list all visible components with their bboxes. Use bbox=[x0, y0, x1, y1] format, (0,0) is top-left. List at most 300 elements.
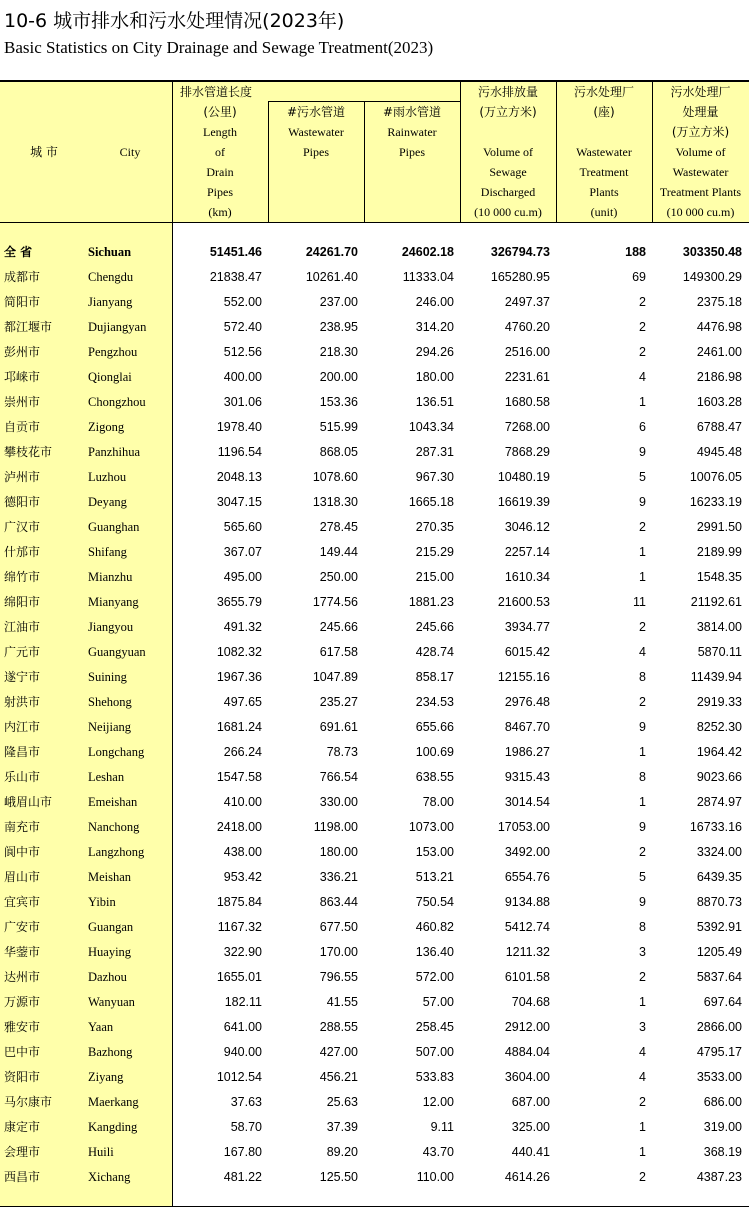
cell-treatment-plants: 2 bbox=[639, 520, 646, 534]
cell-wastewater-pipes: 868.05 bbox=[319, 445, 358, 459]
cell-volume-treated: 3533.00 bbox=[696, 1070, 742, 1084]
cell-length: 1196.54 bbox=[217, 445, 262, 459]
cell-sewage-discharged: 8467.70 bbox=[504, 720, 550, 734]
table-row bbox=[0, 965, 749, 990]
cell-volume-treated: 303350.48 bbox=[682, 245, 742, 259]
cell-rainwater-pipes: 533.83 bbox=[415, 1070, 454, 1084]
cell-rainwater-pipes: 180.00 bbox=[415, 370, 454, 384]
cell-rainwater-pipes: 215.00 bbox=[415, 570, 454, 584]
cell-wastewater-pipes: 238.95 bbox=[319, 320, 358, 334]
cell-sewage-discharged: 3934.77 bbox=[504, 620, 550, 634]
cell-volume-treated: 1205.49 bbox=[696, 945, 742, 959]
cell-wastewater-pipes: 237.00 bbox=[319, 295, 358, 309]
cell-volume-treated: 16233.19 bbox=[689, 495, 742, 509]
city-name-zh: 宜宾市 bbox=[4, 895, 41, 909]
city-name-zh: 自贡市 bbox=[4, 420, 41, 434]
cell-sewage-discharged: 1986.27 bbox=[504, 745, 550, 759]
cell-length: 565.60 bbox=[223, 520, 262, 534]
cell-rainwater-pipes: 57.00 bbox=[422, 995, 454, 1009]
header-treated-zh-3: (万立方米) bbox=[671, 125, 730, 139]
table-row bbox=[0, 990, 749, 1015]
city-name-zh: 彭州市 bbox=[4, 345, 41, 359]
city-name-en: Yaan bbox=[88, 1020, 114, 1034]
city-name-en: Dazhou bbox=[88, 970, 127, 984]
city-name-zh: 遂宁市 bbox=[4, 670, 41, 684]
cell-wastewater-pipes: 25.63 bbox=[326, 1095, 358, 1109]
header-treated-en-1: Volume of bbox=[675, 145, 726, 159]
cell-rainwater-pipes: 1043.34 bbox=[408, 420, 454, 434]
city-name-en: Shehong bbox=[88, 695, 132, 709]
cell-wastewater-pipes: 1318.30 bbox=[312, 495, 358, 509]
cell-sewage-discharged: 9315.43 bbox=[504, 770, 550, 784]
table-row bbox=[0, 1015, 749, 1040]
cell-length: 3655.79 bbox=[216, 595, 262, 609]
cell-treatment-plants: 9 bbox=[639, 445, 646, 459]
cell-rainwater-pipes: 513.21 bbox=[415, 870, 454, 884]
cell-rainwater-pipes: 750.54 bbox=[415, 895, 454, 909]
cell-sewage-discharged: 12155.16 bbox=[497, 670, 550, 684]
cell-length: 497.65 bbox=[223, 695, 262, 709]
cell-treatment-plants: 4 bbox=[639, 370, 646, 384]
cell-volume-treated: 4387.23 bbox=[696, 1170, 742, 1184]
cell-wastewater-pipes: 677.50 bbox=[319, 920, 358, 934]
cell-sewage-discharged: 440.41 bbox=[511, 1145, 550, 1159]
cell-sewage-discharged: 704.68 bbox=[511, 995, 550, 1009]
header-rain-en-1: Rainwater bbox=[387, 125, 437, 139]
city-name-en: Emeishan bbox=[88, 795, 138, 809]
table-row bbox=[0, 440, 749, 465]
cell-sewage-discharged: 326794.73 bbox=[490, 245, 550, 259]
cell-sewage-discharged: 6101.58 bbox=[504, 970, 550, 984]
cell-wastewater-pipes: 125.50 bbox=[319, 1170, 358, 1184]
cell-sewage-discharged: 2976.48 bbox=[504, 695, 550, 709]
cell-sewage-discharged: 21600.53 bbox=[497, 595, 550, 609]
cell-rainwater-pipes: 1665.18 bbox=[408, 495, 454, 509]
cell-volume-treated: 2461.00 bbox=[696, 345, 742, 359]
cell-rainwater-pipes: 153.00 bbox=[415, 845, 454, 859]
city-name-en: Huaying bbox=[88, 945, 132, 959]
city-name-zh: 泸州市 bbox=[4, 470, 41, 484]
header-length-zh: 排水管道长度 bbox=[180, 85, 253, 99]
city-name-en: Pengzhou bbox=[88, 345, 138, 359]
city-name-zh: 阆中市 bbox=[4, 845, 41, 859]
cell-treatment-plants: 1 bbox=[639, 570, 646, 584]
cell-length: 301.06 bbox=[223, 395, 262, 409]
city-name-en: Deyang bbox=[88, 495, 127, 509]
cell-volume-treated: 21192.61 bbox=[690, 595, 742, 609]
cell-volume-treated: 149300.29 bbox=[682, 270, 742, 284]
cell-volume-treated: 1603.28 bbox=[696, 395, 742, 409]
cell-wastewater-pipes: 515.99 bbox=[319, 420, 358, 434]
cell-rainwater-pipes: 9.11 bbox=[430, 1120, 454, 1134]
cell-wastewater-pipes: 796.55 bbox=[319, 970, 358, 984]
table-row bbox=[0, 265, 749, 290]
cell-rainwater-pipes: 655.66 bbox=[415, 720, 454, 734]
cell-volume-treated: 2919.33 bbox=[696, 695, 742, 709]
table-row bbox=[0, 490, 749, 515]
cell-wastewater-pipes: 10261.40 bbox=[305, 270, 358, 284]
cell-wastewater-pipes: 278.45 bbox=[319, 520, 358, 534]
table-row bbox=[0, 665, 749, 690]
cell-volume-treated: 11439.94 bbox=[690, 670, 742, 684]
cell-rainwater-pipes: 858.17 bbox=[415, 670, 454, 684]
cell-length: 572.40 bbox=[223, 320, 262, 334]
cell-volume-treated: 4945.48 bbox=[696, 445, 742, 459]
cell-wastewater-pipes: 89.20 bbox=[326, 1145, 358, 1159]
cell-wastewater-pipes: 1078.60 bbox=[312, 470, 358, 484]
cell-treatment-plants: 11 bbox=[633, 595, 646, 609]
cell-treatment-plants: 188 bbox=[625, 245, 646, 259]
cell-sewage-discharged: 9134.88 bbox=[504, 895, 550, 909]
cell-sewage-discharged: 2257.14 bbox=[504, 545, 550, 559]
cell-treatment-plants: 2 bbox=[639, 345, 646, 359]
city-name-en: Maerkang bbox=[88, 1095, 139, 1109]
cell-rainwater-pipes: 215.29 bbox=[415, 545, 454, 559]
city-name-en: Mianzhu bbox=[88, 570, 133, 584]
cell-rainwater-pipes: 78.00 bbox=[422, 795, 454, 809]
cell-length: 266.24 bbox=[223, 745, 262, 759]
cell-volume-treated: 686.00 bbox=[703, 1095, 742, 1109]
city-name-zh: 射洪市 bbox=[4, 695, 41, 709]
table-row bbox=[0, 815, 749, 840]
city-name-en: Leshan bbox=[88, 770, 125, 784]
cell-wastewater-pipes: 336.21 bbox=[319, 870, 358, 884]
header-sewage-en-1: Volume of bbox=[482, 145, 534, 159]
cell-volume-treated: 8870.73 bbox=[696, 895, 742, 909]
city-name-zh: 达州市 bbox=[4, 970, 41, 984]
header-sewage-en-3: Discharged bbox=[480, 185, 536, 199]
cell-volume-treated: 6439.35 bbox=[696, 870, 742, 884]
city-name-en: Meishan bbox=[88, 870, 132, 884]
city-name-zh: 巴中市 bbox=[4, 1045, 41, 1059]
cell-treatment-plants: 9 bbox=[639, 820, 646, 834]
city-name-en: Shifang bbox=[88, 545, 127, 559]
table-row-total bbox=[0, 240, 749, 265]
cell-treatment-plants: 1 bbox=[639, 1120, 646, 1134]
city-name-en: Guangyuan bbox=[88, 645, 146, 659]
header-length-unit: (公里) bbox=[203, 105, 237, 119]
cell-sewage-discharged: 6015.42 bbox=[504, 645, 550, 659]
city-name-zh: 西昌市 bbox=[4, 1170, 41, 1184]
cell-treatment-plants: 1 bbox=[639, 1145, 646, 1159]
cell-wastewater-pipes: 180.00 bbox=[319, 845, 358, 859]
cell-length: 182.11 bbox=[224, 995, 262, 1009]
table-row bbox=[0, 740, 749, 765]
header-plants-en-1: Wastewater bbox=[576, 145, 632, 159]
city-name-en: Longchang bbox=[88, 745, 145, 759]
cell-sewage-discharged: 2497.37 bbox=[504, 295, 550, 309]
cell-rainwater-pipes: 110.00 bbox=[416, 1170, 454, 1184]
table-row bbox=[0, 840, 749, 865]
city-name-zh: 乐山市 bbox=[4, 770, 41, 784]
cell-sewage-discharged: 3046.12 bbox=[504, 520, 550, 534]
city-name-en: Chengdu bbox=[88, 270, 134, 284]
cell-sewage-discharged: 1610.34 bbox=[504, 570, 550, 584]
cell-rainwater-pipes: 1073.00 bbox=[408, 820, 454, 834]
cell-volume-treated: 2189.99 bbox=[696, 545, 742, 559]
city-name-en: Chongzhou bbox=[88, 395, 146, 409]
header-waste-zh: #污水管道 bbox=[286, 105, 346, 119]
cell-rainwater-pipes: 460.82 bbox=[415, 920, 454, 934]
city-name-en: Nanchong bbox=[88, 820, 140, 834]
cell-treatment-plants: 2 bbox=[639, 320, 646, 334]
cell-volume-treated: 1964.42 bbox=[696, 745, 742, 759]
table-row bbox=[0, 940, 749, 965]
header-sewage-en-4: (10 000 cu.m) bbox=[474, 205, 542, 219]
cell-sewage-discharged: 2231.61 bbox=[504, 370, 550, 384]
cell-wastewater-pipes: 766.54 bbox=[319, 770, 358, 784]
table-row bbox=[0, 765, 749, 790]
header-waste-en-1: Wastewater bbox=[288, 125, 344, 139]
cell-treatment-plants: 8 bbox=[639, 670, 646, 684]
header-treated-zh-2: 处理量 bbox=[682, 105, 719, 119]
cell-volume-treated: 10076.05 bbox=[689, 470, 742, 484]
header-plants-en-2: Treatment bbox=[579, 165, 629, 179]
city-name-en: Wanyuan bbox=[88, 995, 135, 1009]
cell-rainwater-pipes: 314.20 bbox=[415, 320, 454, 334]
table-row bbox=[0, 890, 749, 915]
cell-sewage-discharged: 6554.76 bbox=[504, 870, 550, 884]
cell-treatment-plants: 4 bbox=[639, 645, 646, 659]
cell-treatment-plants: 8 bbox=[639, 920, 646, 934]
header-rain-zh: #雨水管道 bbox=[382, 105, 442, 119]
cell-treatment-plants: 2 bbox=[639, 695, 646, 709]
cell-treatment-plants: 4 bbox=[639, 1070, 646, 1084]
cell-length: 1012.54 bbox=[216, 1070, 262, 1084]
cell-volume-treated: 319.00 bbox=[703, 1120, 742, 1134]
cell-length: 367.07 bbox=[223, 545, 262, 559]
cell-treatment-plants: 1 bbox=[639, 795, 646, 809]
city-name-en: Panzhihua bbox=[88, 445, 141, 459]
table-row bbox=[0, 365, 749, 390]
cell-treatment-plants: 5 bbox=[639, 870, 646, 884]
cell-volume-treated: 697.64 bbox=[703, 995, 742, 1009]
cell-length: 1655.01 bbox=[216, 970, 262, 984]
cell-volume-treated: 3814.00 bbox=[696, 620, 742, 634]
cell-treatment-plants: 3 bbox=[639, 945, 646, 959]
cell-volume-treated: 8252.30 bbox=[696, 720, 742, 734]
cell-sewage-discharged: 3492.00 bbox=[504, 845, 550, 859]
city-name-zh: 万源市 bbox=[4, 995, 41, 1009]
cell-treatment-plants: 6 bbox=[639, 420, 646, 434]
cell-sewage-discharged: 687.00 bbox=[511, 1095, 550, 1109]
cell-sewage-discharged: 4760.20 bbox=[504, 320, 550, 334]
cell-length: 1167.32 bbox=[217, 920, 262, 934]
cell-length: 400.00 bbox=[223, 370, 262, 384]
cell-wastewater-pipes: 250.00 bbox=[319, 570, 358, 584]
cell-rainwater-pipes: 294.26 bbox=[415, 345, 454, 359]
cell-rainwater-pipes: 258.45 bbox=[415, 1020, 454, 1034]
city-name-zh: 广安市 bbox=[4, 920, 41, 934]
cell-wastewater-pipes: 24261.70 bbox=[305, 245, 358, 259]
city-name-en: Langzhong bbox=[88, 845, 145, 859]
city-name-zh: 崇州市 bbox=[4, 395, 41, 409]
city-name-en: Zigong bbox=[88, 420, 125, 434]
city-name-zh: 马尔康市 bbox=[4, 1095, 53, 1109]
table-row bbox=[0, 340, 749, 365]
cell-rainwater-pipes: 100.69 bbox=[415, 745, 454, 759]
cell-volume-treated: 2874.97 bbox=[696, 795, 742, 809]
city-name-en: Suining bbox=[88, 670, 127, 684]
cell-sewage-discharged: 10480.19 bbox=[497, 470, 550, 484]
cell-sewage-discharged: 17053.00 bbox=[497, 820, 550, 834]
cell-volume-treated: 5870.11 bbox=[697, 645, 742, 659]
table-row bbox=[0, 690, 749, 715]
cell-wastewater-pipes: 288.55 bbox=[319, 1020, 358, 1034]
cell-length: 2048.13 bbox=[216, 470, 262, 484]
cell-treatment-plants: 1 bbox=[639, 395, 646, 409]
cell-length: 940.00 bbox=[223, 1045, 262, 1059]
city-name-en: Mianyang bbox=[88, 595, 139, 609]
city-name-zh: 广汉市 bbox=[4, 520, 41, 534]
cell-wastewater-pipes: 235.27 bbox=[319, 695, 358, 709]
cell-volume-treated: 4795.17 bbox=[696, 1045, 742, 1059]
cell-treatment-plants: 3 bbox=[639, 1020, 646, 1034]
city-name-zh: 都江堰市 bbox=[4, 320, 53, 334]
cell-length: 438.00 bbox=[223, 845, 262, 859]
cell-treatment-plants: 2 bbox=[639, 1095, 646, 1109]
cell-treatment-plants: 2 bbox=[639, 620, 646, 634]
header-treated-en-2: Wastewater bbox=[672, 165, 729, 179]
cell-wastewater-pipes: 37.39 bbox=[326, 1120, 358, 1134]
city-name-en: Ziyang bbox=[88, 1070, 124, 1084]
cell-wastewater-pipes: 1198.00 bbox=[313, 820, 358, 834]
header-bottom-rule bbox=[0, 222, 749, 223]
city-name-en: Xichang bbox=[88, 1170, 131, 1184]
cell-length: 410.00 bbox=[223, 795, 262, 809]
cell-length: 1875.84 bbox=[216, 895, 262, 909]
cell-sewage-discharged: 16619.39 bbox=[497, 495, 550, 509]
table-row bbox=[0, 715, 749, 740]
cell-length: 552.00 bbox=[223, 295, 262, 309]
cell-sewage-discharged: 7268.00 bbox=[504, 420, 550, 434]
table-row bbox=[0, 315, 749, 340]
cell-rainwater-pipes: 638.55 bbox=[415, 770, 454, 784]
cell-wastewater-pipes: 218.30 bbox=[319, 345, 358, 359]
cell-length: 512.56 bbox=[223, 345, 262, 359]
header-plants-unit: (座) bbox=[593, 105, 615, 119]
city-name-en: Bazhong bbox=[88, 1045, 133, 1059]
cell-length: 1681.24 bbox=[216, 720, 262, 734]
header-plants-zh: 污水处理厂 bbox=[573, 85, 634, 99]
cell-treatment-plants: 8 bbox=[639, 770, 646, 784]
table-row bbox=[0, 615, 749, 640]
table-row bbox=[0, 1065, 749, 1090]
cell-sewage-discharged: 5412.74 bbox=[504, 920, 550, 934]
cell-rainwater-pipes: 967.30 bbox=[415, 470, 454, 484]
cell-treatment-plants: 4 bbox=[639, 1045, 646, 1059]
cell-treatment-plants: 9 bbox=[639, 495, 646, 509]
city-name-zh: 内江市 bbox=[4, 720, 41, 734]
cell-length: 322.90 bbox=[223, 945, 262, 959]
cell-rainwater-pipes: 136.51 bbox=[415, 395, 454, 409]
cell-volume-treated: 3324.00 bbox=[696, 845, 742, 859]
header-treated-en-4: (10 000 cu.m) bbox=[666, 205, 735, 219]
table-row bbox=[0, 465, 749, 490]
city-name-zh: 华蓥市 bbox=[4, 945, 41, 959]
city-name-zh: 雅安市 bbox=[4, 1020, 41, 1034]
city-name-zh: 资阳市 bbox=[4, 1070, 41, 1084]
cell-wastewater-pipes: 153.36 bbox=[319, 395, 358, 409]
table-row bbox=[0, 1040, 749, 1065]
city-name-zh: 简阳市 bbox=[4, 295, 41, 309]
cell-rainwater-pipes: 234.53 bbox=[415, 695, 454, 709]
cell-sewage-discharged: 3604.00 bbox=[504, 1070, 550, 1084]
table-bottom-rule bbox=[0, 1206, 749, 1207]
cell-sewage-discharged: 325.00 bbox=[511, 1120, 550, 1134]
table-row bbox=[0, 1140, 749, 1165]
cell-rainwater-pipes: 428.74 bbox=[415, 645, 454, 659]
city-name-zh: 绵阳市 bbox=[4, 595, 41, 609]
cell-wastewater-pipes: 863.44 bbox=[319, 895, 358, 909]
cell-sewage-discharged: 1211.32 bbox=[505, 945, 550, 959]
cell-length: 1547.58 bbox=[216, 770, 262, 784]
city-name-zh: 全 省 bbox=[4, 245, 33, 259]
city-name-zh: 会理市 bbox=[4, 1145, 41, 1159]
cell-rainwater-pipes: 287.31 bbox=[415, 445, 454, 459]
cell-rainwater-pipes: 24602.18 bbox=[401, 245, 454, 259]
cell-volume-treated: 2186.98 bbox=[696, 370, 742, 384]
header-city-zh: 城 市 bbox=[30, 145, 58, 159]
city-name-zh: 广元市 bbox=[4, 645, 41, 659]
cell-volume-treated: 9023.66 bbox=[696, 770, 742, 784]
city-name-en: Jianyang bbox=[88, 295, 133, 309]
header-rain-en-2: Pipes bbox=[398, 145, 425, 159]
cell-rainwater-pipes: 11333.04 bbox=[402, 270, 454, 284]
table-row bbox=[0, 565, 749, 590]
cell-sewage-discharged: 2912.00 bbox=[504, 1020, 550, 1034]
cell-sewage-discharged: 165280.95 bbox=[490, 270, 550, 284]
cell-sewage-discharged: 2516.00 bbox=[504, 345, 550, 359]
cell-treatment-plants: 2 bbox=[639, 295, 646, 309]
cell-wastewater-pipes: 330.00 bbox=[319, 795, 358, 809]
city-name-en: Kangding bbox=[88, 1120, 138, 1134]
cell-length: 3047.15 bbox=[216, 495, 262, 509]
cell-treatment-plants: 2 bbox=[639, 845, 646, 859]
city-name-zh: 邛崃市 bbox=[4, 370, 41, 384]
cell-volume-treated: 6788.47 bbox=[696, 420, 742, 434]
cell-length: 641.00 bbox=[223, 1020, 262, 1034]
header-length-en-2: of bbox=[215, 145, 225, 159]
city-name-en: Guanghan bbox=[88, 520, 140, 534]
table-row bbox=[0, 390, 749, 415]
cell-wastewater-pipes: 1774.56 bbox=[312, 595, 358, 609]
cell-rainwater-pipes: 270.35 bbox=[415, 520, 454, 534]
cell-length: 495.00 bbox=[223, 570, 262, 584]
cell-length: 481.22 bbox=[223, 1170, 262, 1184]
cell-sewage-discharged: 4614.26 bbox=[504, 1170, 550, 1184]
cell-wastewater-pipes: 170.00 bbox=[319, 945, 358, 959]
cell-treatment-plants: 1 bbox=[639, 545, 646, 559]
cell-wastewater-pipes: 245.66 bbox=[319, 620, 358, 634]
cell-wastewater-pipes: 41.55 bbox=[326, 995, 358, 1009]
cell-rainwater-pipes: 245.66 bbox=[415, 620, 454, 634]
cell-length: 1978.40 bbox=[216, 420, 262, 434]
header-sewage-unit: (万立方米) bbox=[479, 105, 537, 119]
table-row bbox=[0, 1115, 749, 1140]
header-length-en-4: Pipes bbox=[206, 185, 233, 199]
cell-treatment-plants: 9 bbox=[639, 720, 646, 734]
table-row bbox=[0, 640, 749, 665]
city-name-zh: 攀枝花市 bbox=[4, 445, 53, 459]
cell-sewage-discharged: 1680.58 bbox=[504, 395, 550, 409]
cell-treatment-plants: 1 bbox=[639, 995, 646, 1009]
cell-wastewater-pipes: 456.21 bbox=[319, 1070, 358, 1084]
cell-rainwater-pipes: 572.00 bbox=[415, 970, 454, 984]
cell-rainwater-pipes: 136.40 bbox=[415, 945, 454, 959]
cell-length: 491.32 bbox=[223, 620, 262, 634]
table-row bbox=[0, 1165, 749, 1190]
